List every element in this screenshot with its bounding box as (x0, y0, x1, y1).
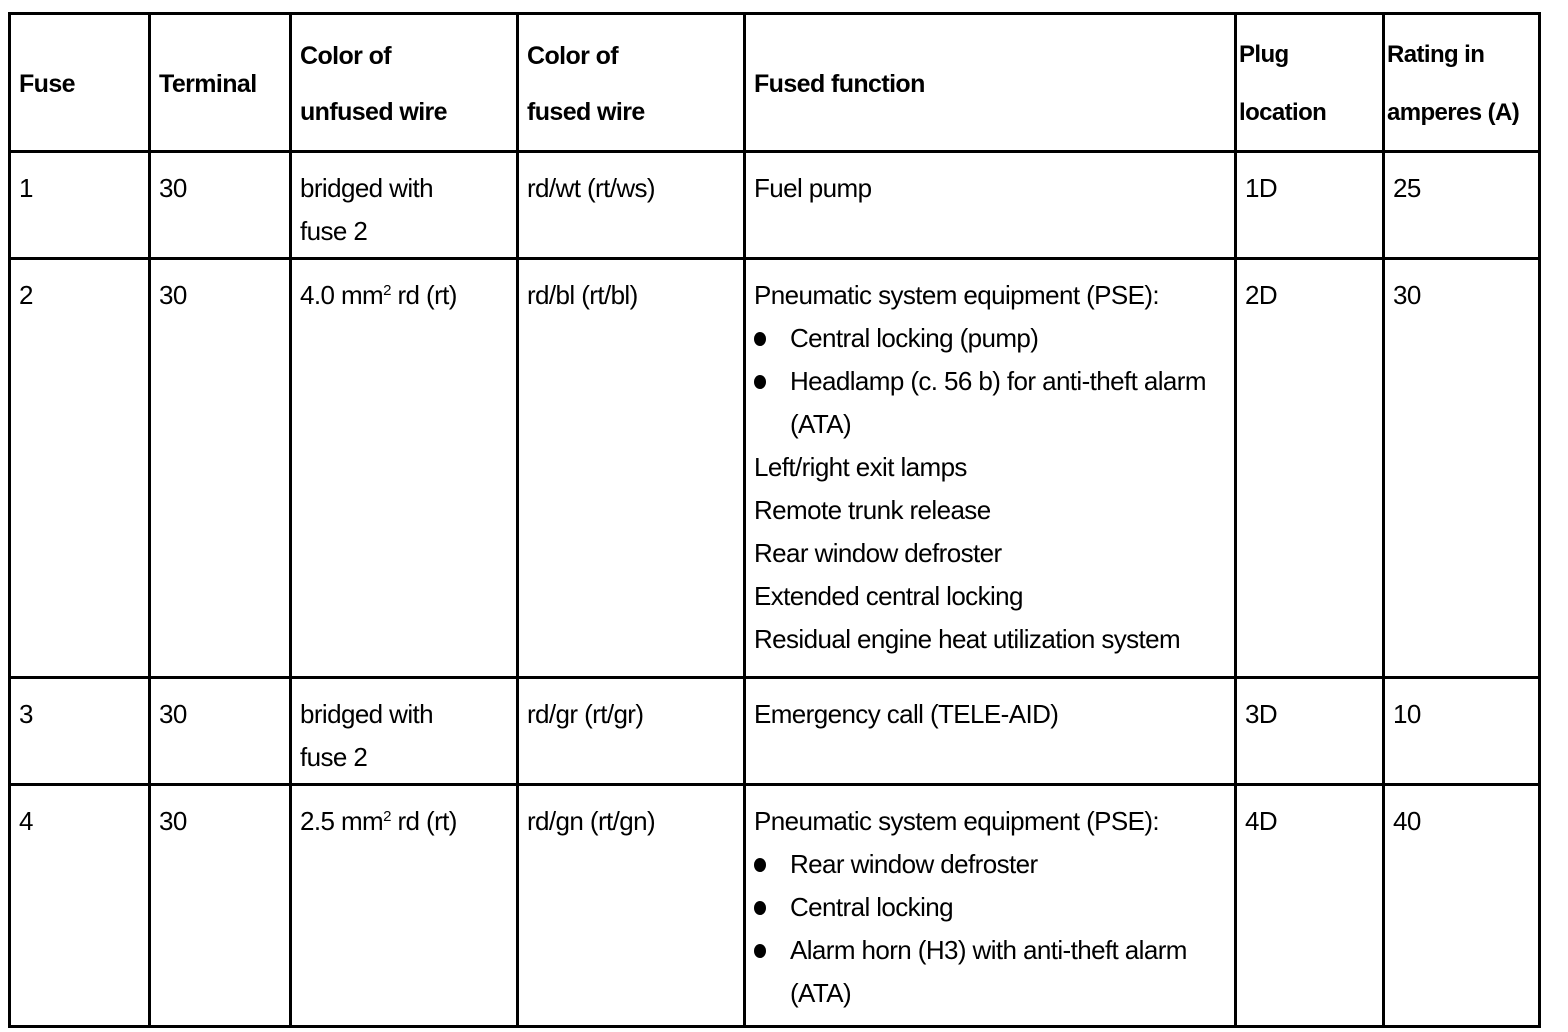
unfused-wire-suffix: rd (rt) (390, 806, 457, 836)
header-terminal: Terminal (150, 14, 291, 152)
bullet-dot-icon (754, 858, 766, 872)
function-bullet-item (754, 929, 1228, 1015)
function-bullet-item (754, 317, 1228, 360)
function-line: Fuel pump (754, 173, 872, 203)
fuse-table (8, 12, 1541, 1028)
function-bullet-text: Headlamp (c. 56 b) for anti-theft alarm (ATA) (790, 366, 1206, 439)
cell-fused-function (745, 785, 1236, 1027)
cell-unfused-wire (291, 678, 518, 785)
cell-terminal: 30 (150, 785, 291, 1027)
function-line: Left/right exit lamps (754, 452, 967, 482)
bullet-dot-icon (754, 944, 766, 958)
cell-fused-function (745, 152, 1236, 259)
cell-fused-function (745, 259, 1236, 678)
header-unfused-wire (291, 14, 518, 152)
header-fused-wire-line-1: Color of (527, 41, 619, 70)
header-unfused-wire-line-2: unfused wire (300, 97, 447, 126)
unfused-wire-superscript: 2 (383, 282, 391, 299)
unfused-wire-line-1: bridged with (300, 173, 433, 203)
cell-plug-location: 1D (1236, 152, 1384, 259)
unfused-wire-line-1: bridged with (300, 699, 433, 729)
function-bullet-text: Central locking (pump) (790, 323, 1039, 353)
header-row (10, 14, 1540, 152)
unfused-wire-superscript: 2 (383, 808, 391, 825)
cell-rating: 30 (1384, 259, 1540, 678)
function-line: Rear window defroster (754, 538, 1002, 568)
function-line: Remote trunk release (754, 495, 991, 525)
unfused-wire-prefix: 2.5 mm (300, 806, 384, 836)
cell-fuse: 2 (10, 259, 150, 678)
cell-plug-location: 2D (1236, 259, 1384, 678)
unfused-wire-suffix: rd (rt) (390, 280, 457, 310)
header-rating-line-1: Rating in (1387, 40, 1485, 68)
unfused-wire-line-2: fuse 2 (300, 742, 368, 772)
function-bullet-text: Rear window defroster (790, 849, 1038, 879)
unfused-wire-prefix: 4.0 mm (300, 280, 384, 310)
header-fuse: Fuse (10, 14, 150, 152)
cell-unfused-wire (291, 152, 518, 259)
cell-plug-location: 4D (1236, 785, 1384, 1027)
cell-unfused-wire (291, 785, 518, 1027)
header-rating-line-2: amperes (A) (1387, 98, 1520, 126)
function-bullet-text: Alarm horn (H3) with anti-theft alarm (ATA) (790, 935, 1187, 1008)
cell-rating: 25 (1384, 152, 1540, 259)
table-row (10, 259, 1540, 678)
function-line: Emergency call (TELE-AID) (754, 699, 1059, 729)
cell-fused-wire: rd/gr (rt/gr) (518, 678, 745, 785)
cell-fused-function (745, 678, 1236, 785)
header-unfused-wire-line-1: Color of (300, 41, 392, 70)
bullet-dot-icon (754, 332, 766, 346)
function-bullet-item (754, 886, 1228, 929)
cell-terminal: 30 (150, 152, 291, 259)
cell-rating: 10 (1384, 678, 1540, 785)
function-line: Residual engine heat utilization system (754, 624, 1181, 654)
cell-terminal: 30 (150, 259, 291, 678)
header-fused-wire-line-2: fused wire (527, 97, 645, 126)
function-bullet-text: Central locking (790, 892, 953, 922)
cell-plug-location: 3D (1236, 678, 1384, 785)
header-fused-function: Fused function (745, 14, 1236, 152)
table-row (10, 678, 1540, 785)
table-row (10, 152, 1540, 259)
cell-terminal: 30 (150, 678, 291, 785)
cell-unfused-wire (291, 259, 518, 678)
unfused-wire-line-2: fuse 2 (300, 216, 368, 246)
bullet-dot-icon (754, 901, 766, 915)
table-row (10, 785, 1540, 1027)
header-plug-location: Plug location (1236, 14, 1384, 152)
cell-fused-wire: rd/gn (rt/gn) (518, 785, 745, 1027)
header-fused-wire (518, 14, 745, 152)
cell-rating: 40 (1384, 785, 1540, 1027)
function-intro: Pneumatic system equipment (PSE): (754, 806, 1160, 836)
cell-fused-wire: rd/wt (rt/ws) (518, 152, 745, 259)
function-bullet-item (754, 843, 1228, 886)
function-line: Extended central locking (754, 581, 1023, 611)
function-intro: Pneumatic system equipment (PSE): (754, 280, 1160, 310)
header-rating (1384, 14, 1540, 152)
function-bullet-item (754, 360, 1228, 446)
cell-fused-wire: rd/bl (rt/bl) (518, 259, 745, 678)
cell-fuse: 4 (10, 785, 150, 1027)
cell-fuse: 1 (10, 152, 150, 259)
bullet-dot-icon (754, 375, 766, 389)
cell-fuse: 3 (10, 678, 150, 785)
